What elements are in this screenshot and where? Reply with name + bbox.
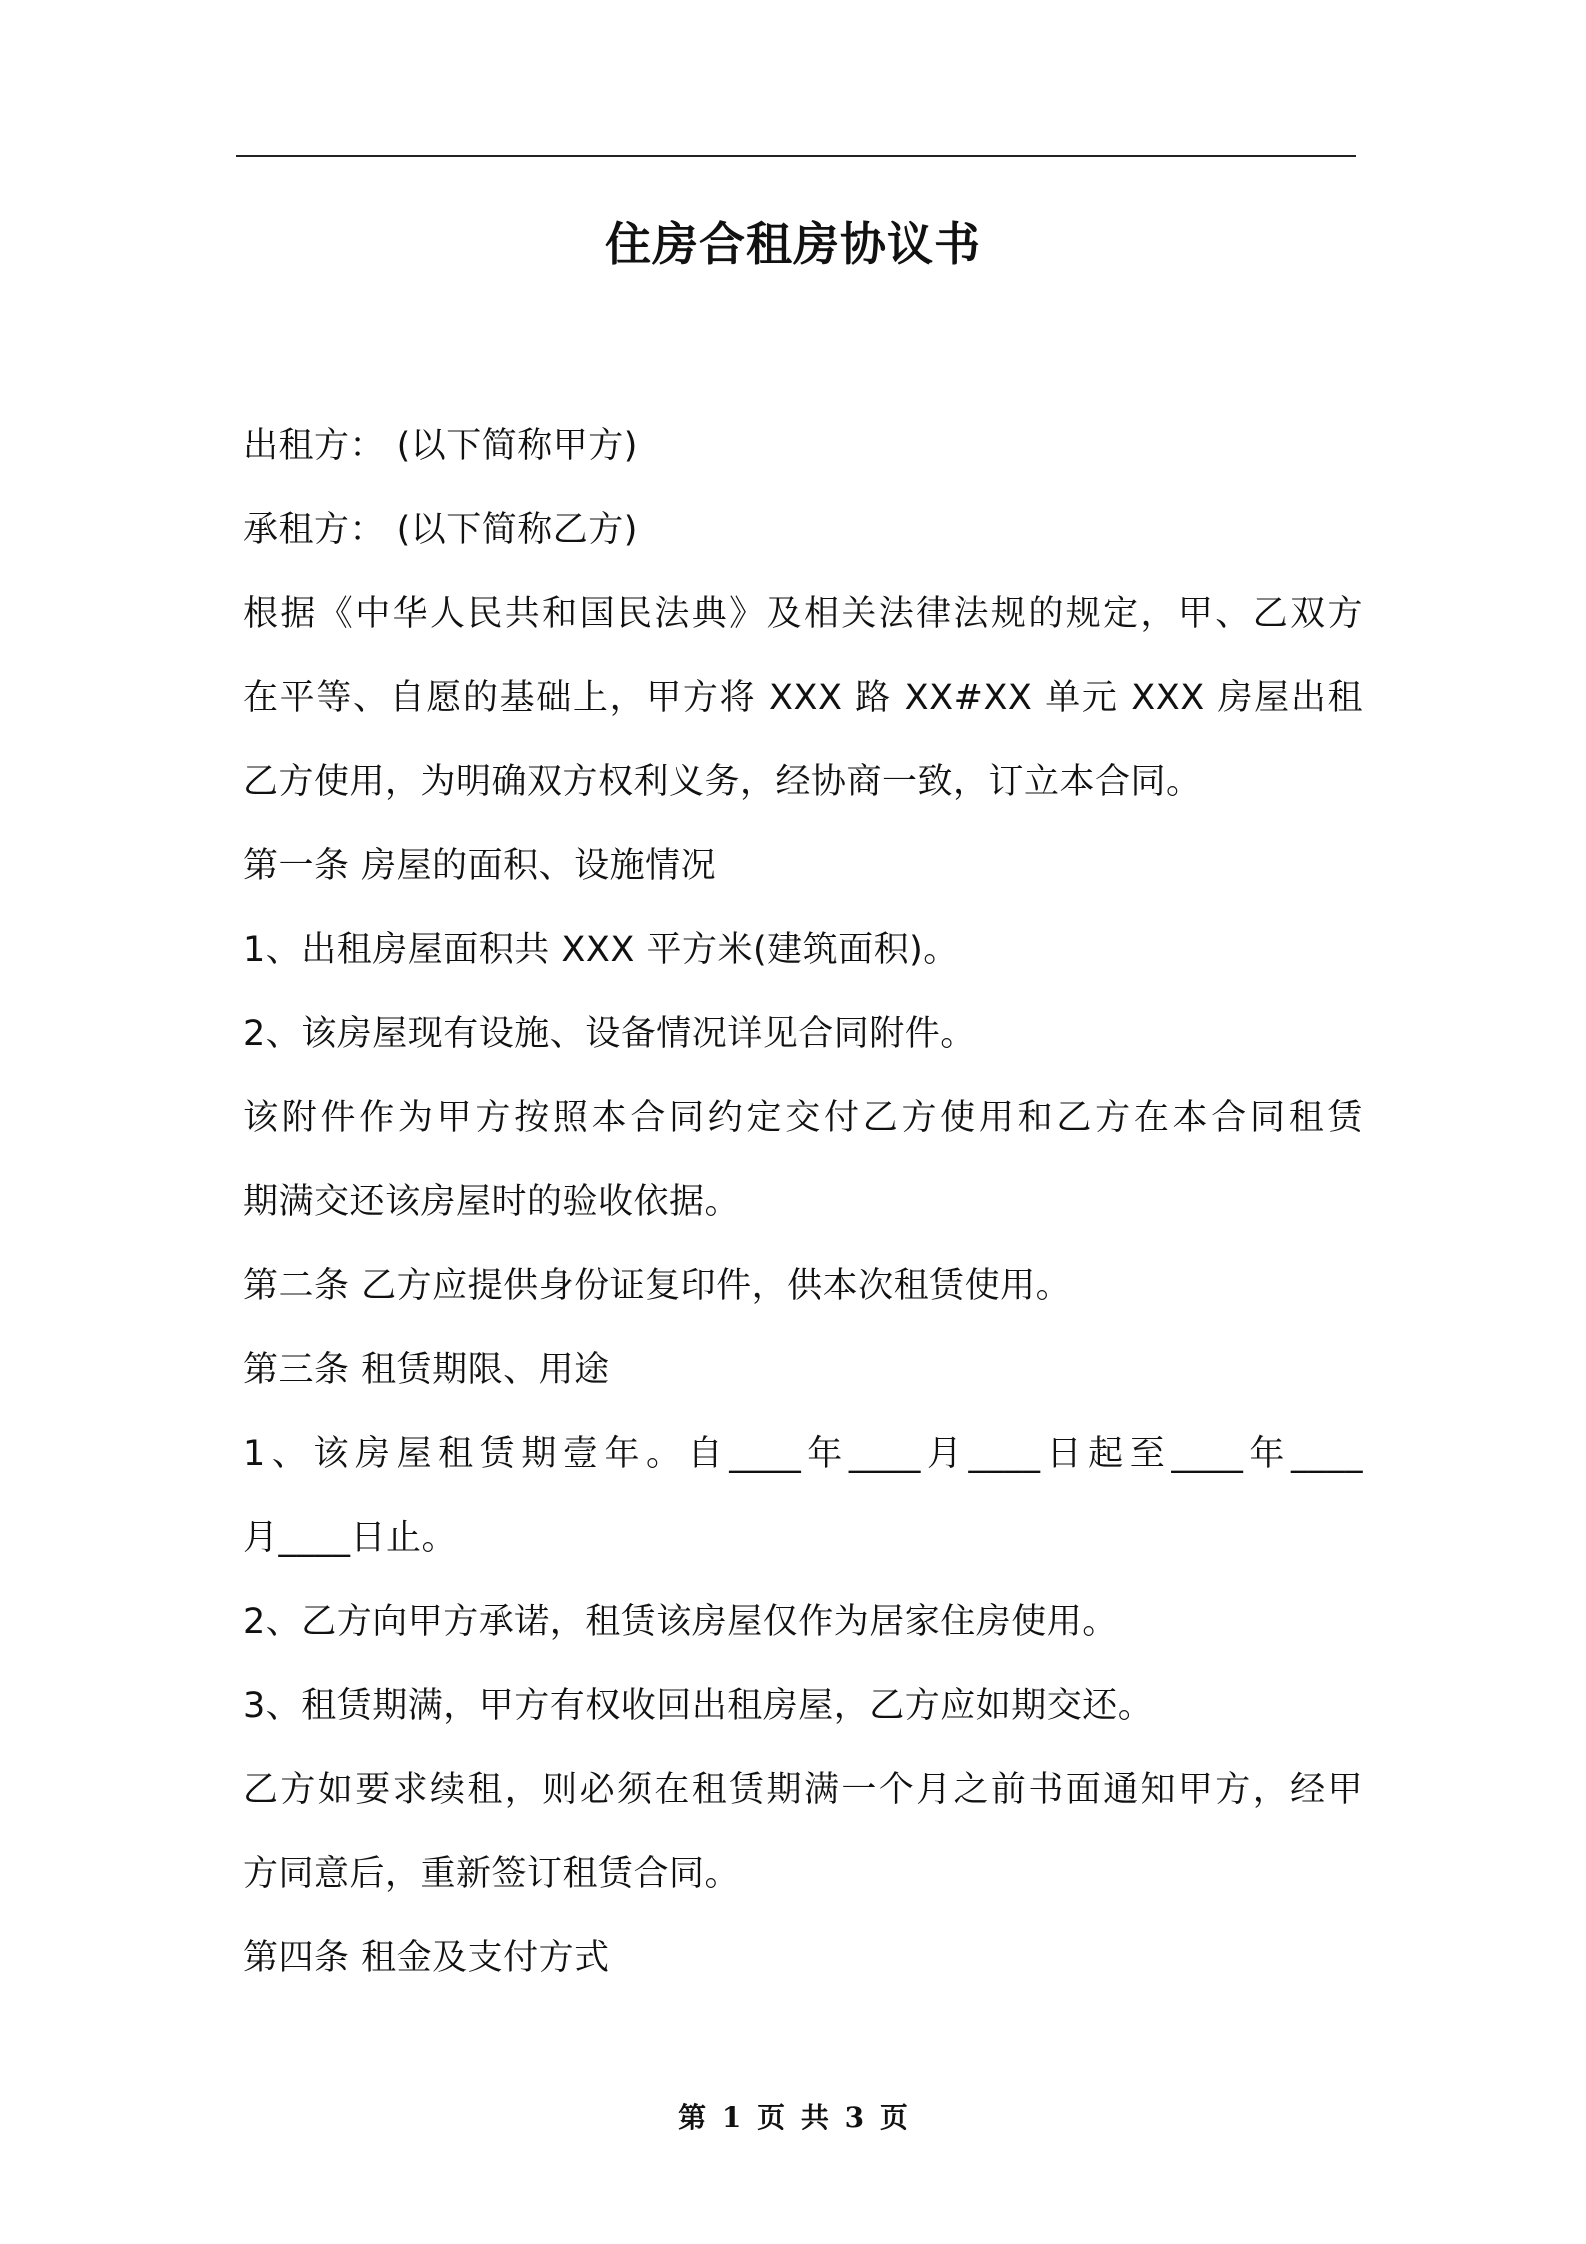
article-heading: 第二条 乙方应提供身份证复印件，供本次租赁使用。 — [243, 1266, 1072, 1306]
article-heading: 第三条 租赁期限、用途 — [243, 1350, 610, 1390]
article-heading: 第四条 租金及支付方式 — [243, 1938, 610, 1978]
paragraph-line: 在平等、自愿的基础上，甲方将 XXX 路 XX#XX 单元 XXX 房屋出租 — [243, 678, 1363, 718]
paragraph-line: 期满交还该房屋时的验收依据。 — [243, 1182, 741, 1222]
paragraph-line: 方同意后，重新签订租赁合同。 — [243, 1854, 741, 1894]
document-title: 住房合租房协议书 — [605, 217, 981, 271]
paragraph-line: 乙方如要求续租，则必须在租赁期满一个月之前书面通知甲方，经甲 — [243, 1770, 1363, 1810]
party-lessee-line: 承租方： (以下简称乙方) — [243, 510, 638, 550]
header-divider — [236, 155, 1356, 157]
party-lessor-line: 出租方： (以下简称甲方) — [243, 426, 638, 466]
paragraph-line: 2、该房屋现有设施、设备情况详见合同附件。 — [243, 1014, 976, 1054]
article-heading: 第一条 房屋的面积、设施情况 — [243, 846, 717, 886]
paragraph-line: 根据《中华人民共和国民法典》及相关法律法规的规定，甲、乙双方 — [243, 594, 1363, 634]
paragraph-line: 乙方使用，为明确双方权利义务，经协商一致，订立本合同。 — [243, 762, 1202, 802]
paragraph-line: 1、出租房屋面积共 XXX 平方米(建筑面积)。 — [243, 930, 959, 970]
paragraph-line: 2、乙方向甲方承诺，租赁该房屋仅作为居家住房使用。 — [243, 1602, 1118, 1642]
page-number: 第 1 页 共 3 页 — [678, 2101, 908, 2134]
paragraph-line: 3、租赁期满，甲方有权收回出租房屋，乙方应如期交还。 — [243, 1686, 1154, 1726]
paragraph-line: 1、该房屋租赁期壹年。自____年____月____日起至____年____ — [243, 1434, 1363, 1474]
paragraph-line: 月____日止。 — [243, 1518, 458, 1558]
document-body — [243, 404, 1363, 2000]
paragraph-line: 该附件作为甲方按照本合同约定交付乙方使用和乙方在本合同租赁 — [243, 1098, 1363, 1138]
